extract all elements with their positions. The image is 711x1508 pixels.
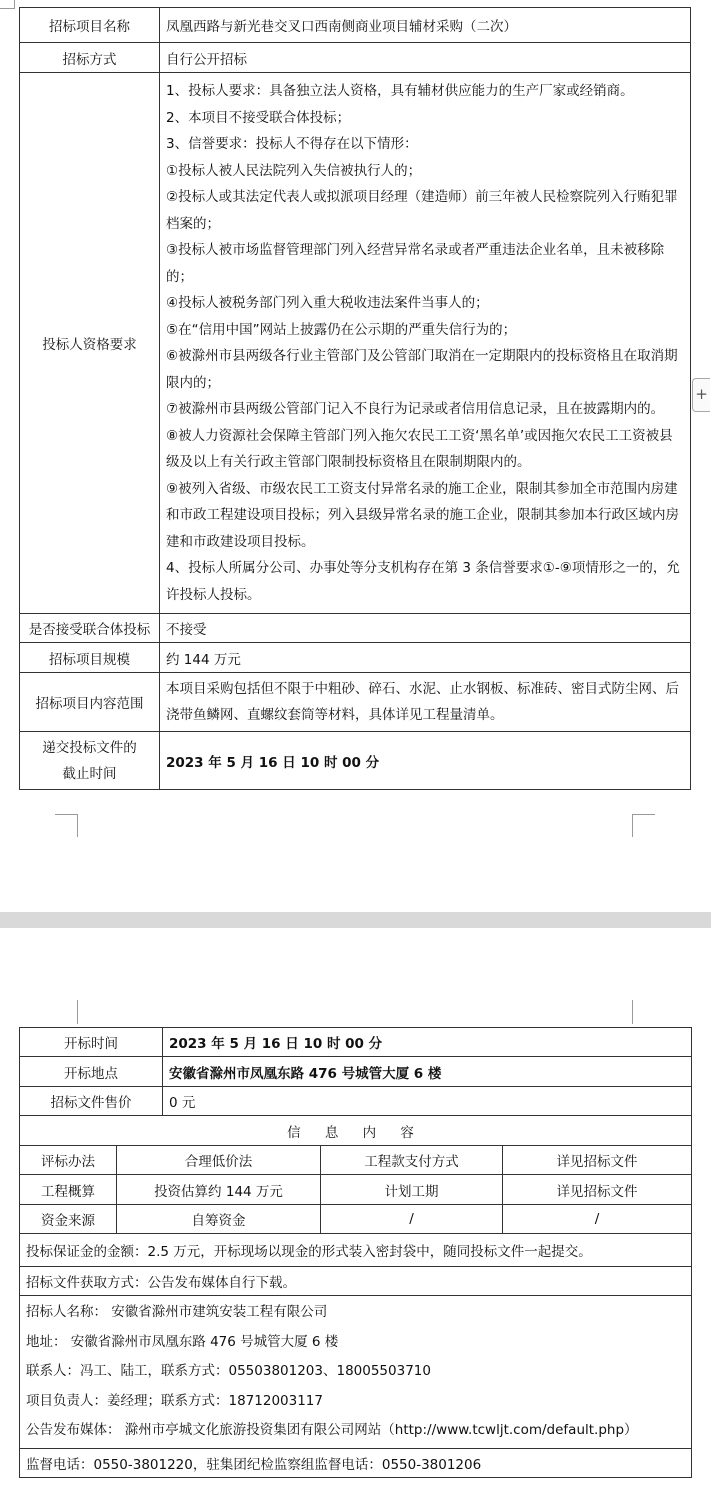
publish-media: 公告发布媒体： 滁州市亭城文化旅游投资集团有限公司网站（http://www.tcwljt.com/default.php） [26,1422,638,1438]
project-scale-label: 招标项目规模 [20,643,160,673]
doc-price-label: 招标文件售价 [20,1087,163,1116]
grid-cell: 计划工期 [321,1175,503,1205]
opening-place-label: 开标地点 [20,1057,163,1087]
page-margin-mark [55,814,78,837]
qualification-line: 4、投标人所属分公司、办事处等分支机构存在第 3 条信誉要求①-⑨项情形之一的，允许投标人投标。 [166,560,680,603]
tender-info-table [19,1027,692,1478]
grid-cell: / [503,1205,692,1234]
table-row [20,8,691,43]
bond-text: 投标保证金的金额：2.5 万元，开标现场以现金的形式装入密封袋中，随同投标文件一起提交。 [20,1234,692,1267]
grid-cell: 合理低价法 [117,1146,321,1175]
table-row [20,1234,692,1267]
grid-cell: 资金来源 [20,1205,117,1234]
qualification-line: ⑨被列入省级、市级农民工工资支付异常名录的施工企业，限制其参加全市范围内房建和市政工程建设项目投标；列入县级异常名录的施工企业，限制其参加本行政区域内房建和市政建设项目投标。 [166,480,679,550]
project-scope-value: 本项目采购包括但不限于中粗砂、碎石、水泥、止水钢板、标准砖、密目式防尘网、后浇带鱼鳞网、直螺纹套筒等材料，具体详见工程量清单。 [160,673,691,732]
table-row [20,1146,692,1175]
doc-source-text: 招标文件获取方式：公告发布媒体自行下载。 [20,1267,692,1296]
qualification-line: ②投标人或其法定代表人或拟派项目经理（建造师）前三年被人民检察院列入行贿犯罪档案的； [166,189,678,232]
page-margin-mark [632,1000,655,1024]
tender-method-value: 自行公开招标 [160,43,691,73]
table-row [20,43,691,73]
table-row [20,73,691,614]
tenderer-name: 招标人名称： 安徽省滁州市建筑安装工程有限公司 [26,1304,328,1320]
deadline-label [20,732,160,790]
table-row [20,1448,692,1477]
qualification-line: 3、信誉要求：投标人不得存在以下情形： [166,136,418,152]
project-scale-value: 约 144 万元 [160,643,691,673]
contact-person: 联系人：冯工、陆工，联系方式：05503801203、18005503710 [26,1363,431,1379]
grid-cell: 详见招标文件 [503,1175,692,1205]
page-separator [0,912,711,928]
tender-method-label: 招标方式 [20,43,160,73]
expand-plus-icon[interactable]: + [692,378,710,412]
table-row [20,673,691,732]
qualification-line: ③投标人被市场监督管理部门列入经营异常名录或者严重违法企业名单，且未被移除的； [166,242,665,285]
table-row [20,1296,692,1449]
consortium-value: 不接受 [160,614,691,643]
table-row [20,643,691,673]
section-title: 信 息 内 容 [20,1116,692,1146]
deadline-value: 2023 年 5 月 16 日 10 时 00 分 [160,732,691,790]
grid-cell: 详见招标文件 [503,1146,692,1175]
table-row [20,1057,692,1087]
supervision-phone: 监督电话：0550-3801220，驻集团纪检监察组监督电话：0550-3801206 [20,1448,692,1477]
page-margin-mark [55,1000,78,1024]
table-row [20,1205,692,1234]
table-row [20,1028,692,1057]
page-margin-mark [632,814,655,837]
project-info-table [19,7,691,790]
project-lead: 项目负责人：姜经理；联系方式：18712003117 [26,1392,323,1409]
deadline-label-line2: 截止时间 [62,765,117,782]
qualification-line: ⑤在“信用中国”网站上披露仍在公示期的严重失信行为的； [166,321,517,338]
tenderer-address: 地址： 安徽省滁州市凤凰东路 476 号城管大厦 6 楼 [26,1333,339,1350]
opening-place-value: 安徽省滁州市凤凰东路 476 号城管大厦 6 楼 [163,1057,692,1087]
project-name-value: 凤凰西路与新光巷交叉口西南侧商业项目辅材采购（二次） [160,8,691,43]
opening-time-value: 2023 年 5 月 16 日 10 时 00 分 [163,1028,692,1057]
table-row [20,1267,692,1296]
table-row [20,1116,692,1146]
table-row [20,1087,692,1116]
consortium-label: 是否接受联合体投标 [20,614,160,643]
qualification-line: ⑧被人力资源社会保障主管部门列入拖欠农民工工资‘黑名单’或因拖欠农民工工资被县级及以上有关行政主管部门限制投标资格且在限制期限内的。 [166,427,673,470]
table-row [20,1175,692,1205]
opening-time-label: 开标时间 [20,1028,163,1057]
table-row [20,614,691,643]
deadline-label-line1: 递交投标文件的 [42,739,137,756]
page-corner-mark [0,0,15,9]
qualification-label: 投标人资格要求 [20,73,160,614]
qualification-line: ⑦被滁州市县两级公管部门记入不良行为记录或者信用信息记录，且在披露期内的。 [166,401,665,417]
qualification-line: ①投标人被人民法院列入失信被执行人的； [166,162,422,179]
grid-cell: 工程款支付方式 [321,1146,503,1175]
project-scope-label: 招标项目内容范围 [20,673,160,732]
qualification-requirements [160,73,691,614]
table-row [20,732,691,790]
grid-cell: 自筹资金 [117,1205,321,1234]
qualification-line: 1、投标人要求：具备独立法人资格，具有辅材供应能力的生产厂家或经销商。 [166,83,634,99]
qualification-line: 2、本项目不接受联合体投标； [166,109,351,126]
qualification-line: ⑥被滁州市县两级各行业主管部门及公管部门取消在一定期限内的投标资格且在取消期限内的； [166,348,678,391]
qualification-line: ④投标人被税务部门列入重大税收违法案件当事人的； [166,295,489,311]
grid-cell: / [321,1205,503,1234]
contact-block [20,1296,692,1449]
grid-cell: 评标办法 [20,1146,117,1175]
grid-cell: 投资估算约 144 万元 [117,1175,321,1205]
grid-cell: 工程概算 [20,1175,117,1205]
project-name-label: 招标项目名称 [20,8,160,43]
doc-price-value: 0 元 [163,1087,692,1116]
